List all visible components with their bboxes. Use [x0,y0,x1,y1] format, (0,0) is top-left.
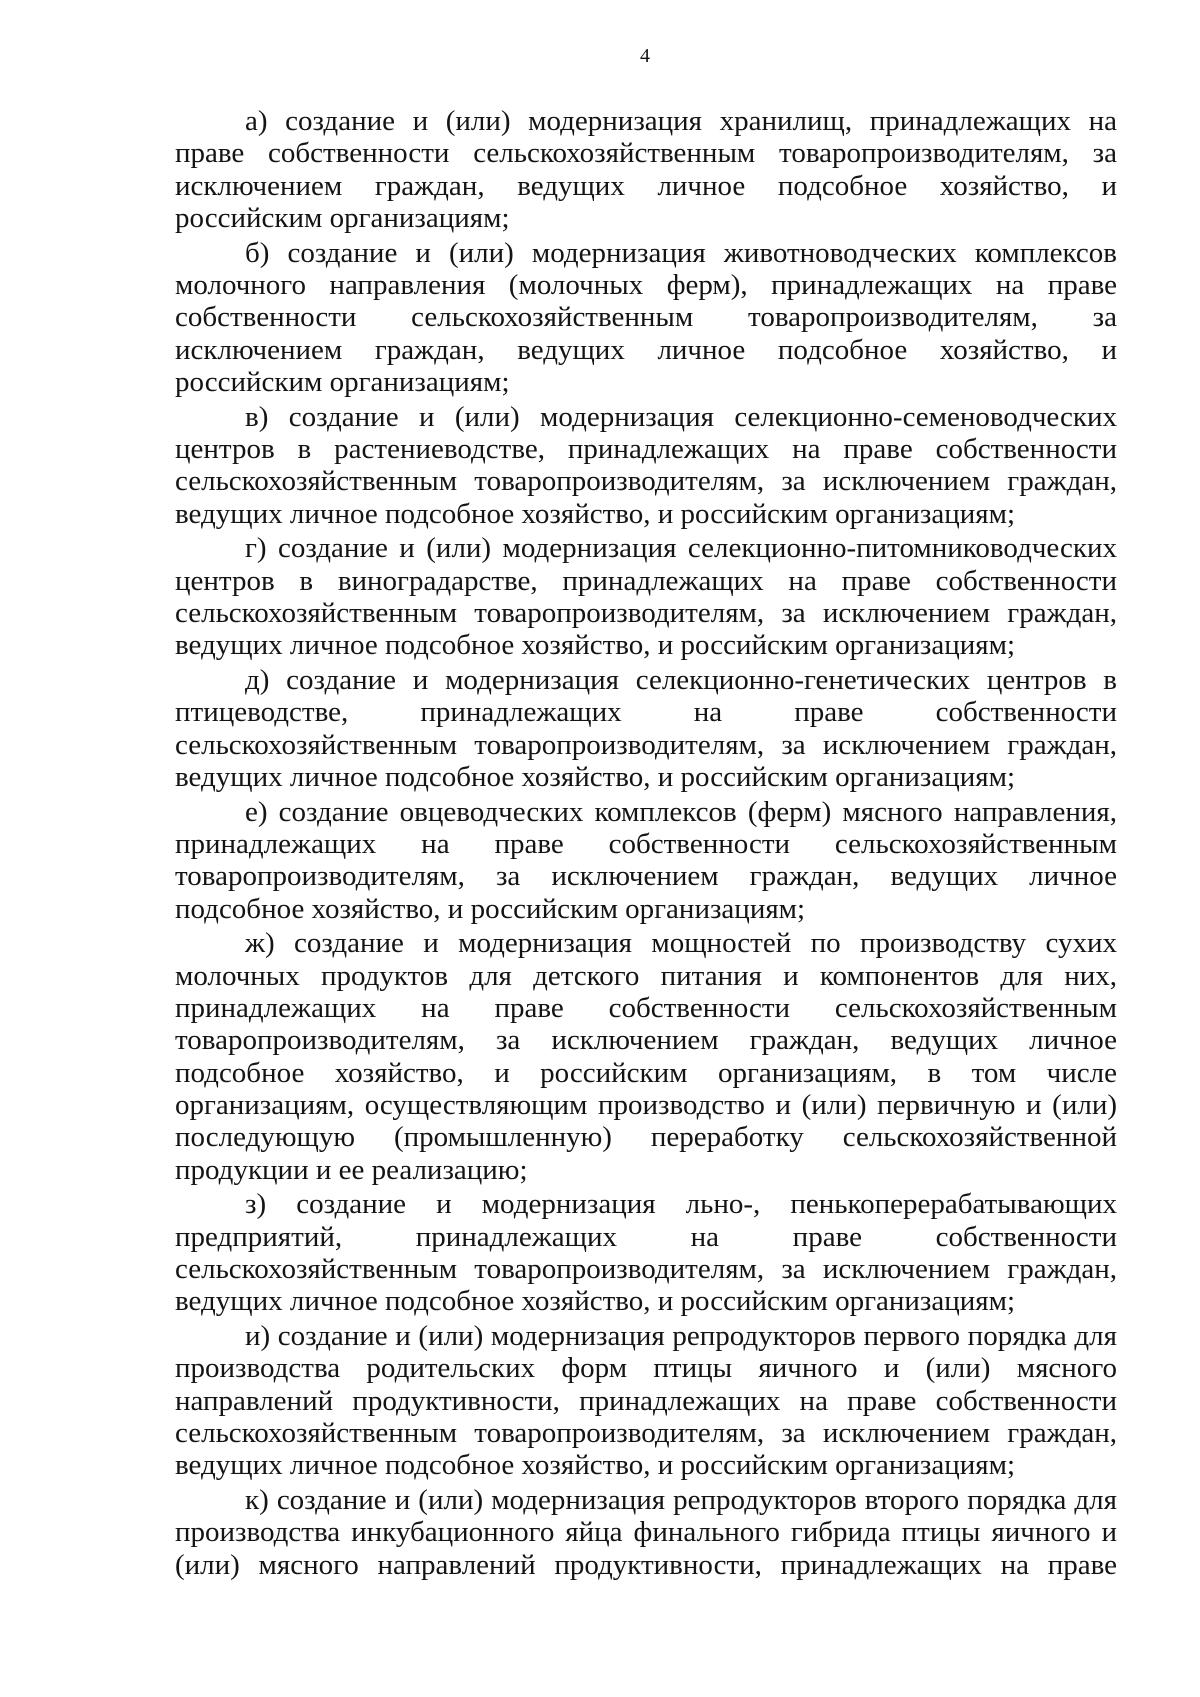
paragraph-k: к) создание и (или) модернизация репродукторов второго порядка для производства инкубационного яйца финального гибрида птицы яичного и (или) мясного направлений продуктивности, принадлежащих на праве [175,1483,1117,1581]
document-body [175,105,1117,1583]
paragraph-z: з) создание и модернизация льно-, пенькоперерабатывающих предприятий, принадлежащих на праве собственности сельскохозяйственным товаропроизводителям, за исключением граждан, ведущих личное подсобное хозяйство, и российским организациям; [175,1188,1117,1318]
paragraph-e: е) создание овцеводческих комплексов (ферм) мясного направления, принадлежащих на праве собственности сельскохозяйственным товаропроизводителям, за исключением граждан, ведущих личное подсобное хозяйство, и российским организациям; [175,795,1117,925]
paragraph-b: б) создание и (или) модернизация животноводческих комплексов молочного направления (молочных ферм), принадлежащих на праве собственности сельскохозяйственным товаропроизводителям, за исключением граждан, ведущих личное подсобное хозяйство, и российским организациям; [175,236,1117,398]
paragraph-a: а) создание и (или) модернизация хранилищ, принадлежащих на праве собственности сельскохозяйственным товаропроизводителям, за исключением граждан, ведущих личное подсобное хозяйство, и российским организациям; [175,105,1117,234]
paragraph-d: д) создание и модернизация селекционно-генетических центров в птицеводстве, принадлежащих на праве собственности сельскохозяйственным товаропроизводителям, за исключением граждан, ведущих личное подсобное хозяйство, и российским организациям; [175,664,1117,793]
paragraph-i: и) создание и (или) модернизация репродукторов первого порядка для производства родительских форм птицы яичного и (или) мясного направлений продуктивности, принадлежащих на праве собственности сельскохозяйственным товаропроизводителям, за исключением граждан, ведущих личное подсобное хозяйство, и российским организациям; [175,1319,1117,1482]
paragraph-v: в) создание и (или) модернизация селекционно-семеноводческих центров в растениеводстве, принадлежащих на праве собственности сельскохозяйственным товаропроизводителям, за исключением граждан, ведущих личное подсобное хозяйство, и российским организациям; [175,400,1117,530]
paragraph-zh: ж) создание и модернизация мощностей по производству сухих молочных продуктов для детского питания и компонентов для них, принадлежащих на праве собственности сельскохозяйственным товаропроизводителям, за исключением граждан, ведущих личное подсобное хозяйство, и российским организациям, в том числе организациям, осуществляющим производство и (или) первичную и (или) последующую (промышленную) переработку сельскохозяйственной продукции и ее реализацию; [175,927,1117,1186]
page-number: 4 [640,45,650,67]
paragraph-g: г) создание и (или) модернизация селекционно-питомниководческих центров в виноградарстве, принадлежащих на праве собственности сельскохозяйственным товаропроизводителям, за исключением граждан, ведущих личное подсобное хозяйство, и российским организациям; [175,532,1117,662]
